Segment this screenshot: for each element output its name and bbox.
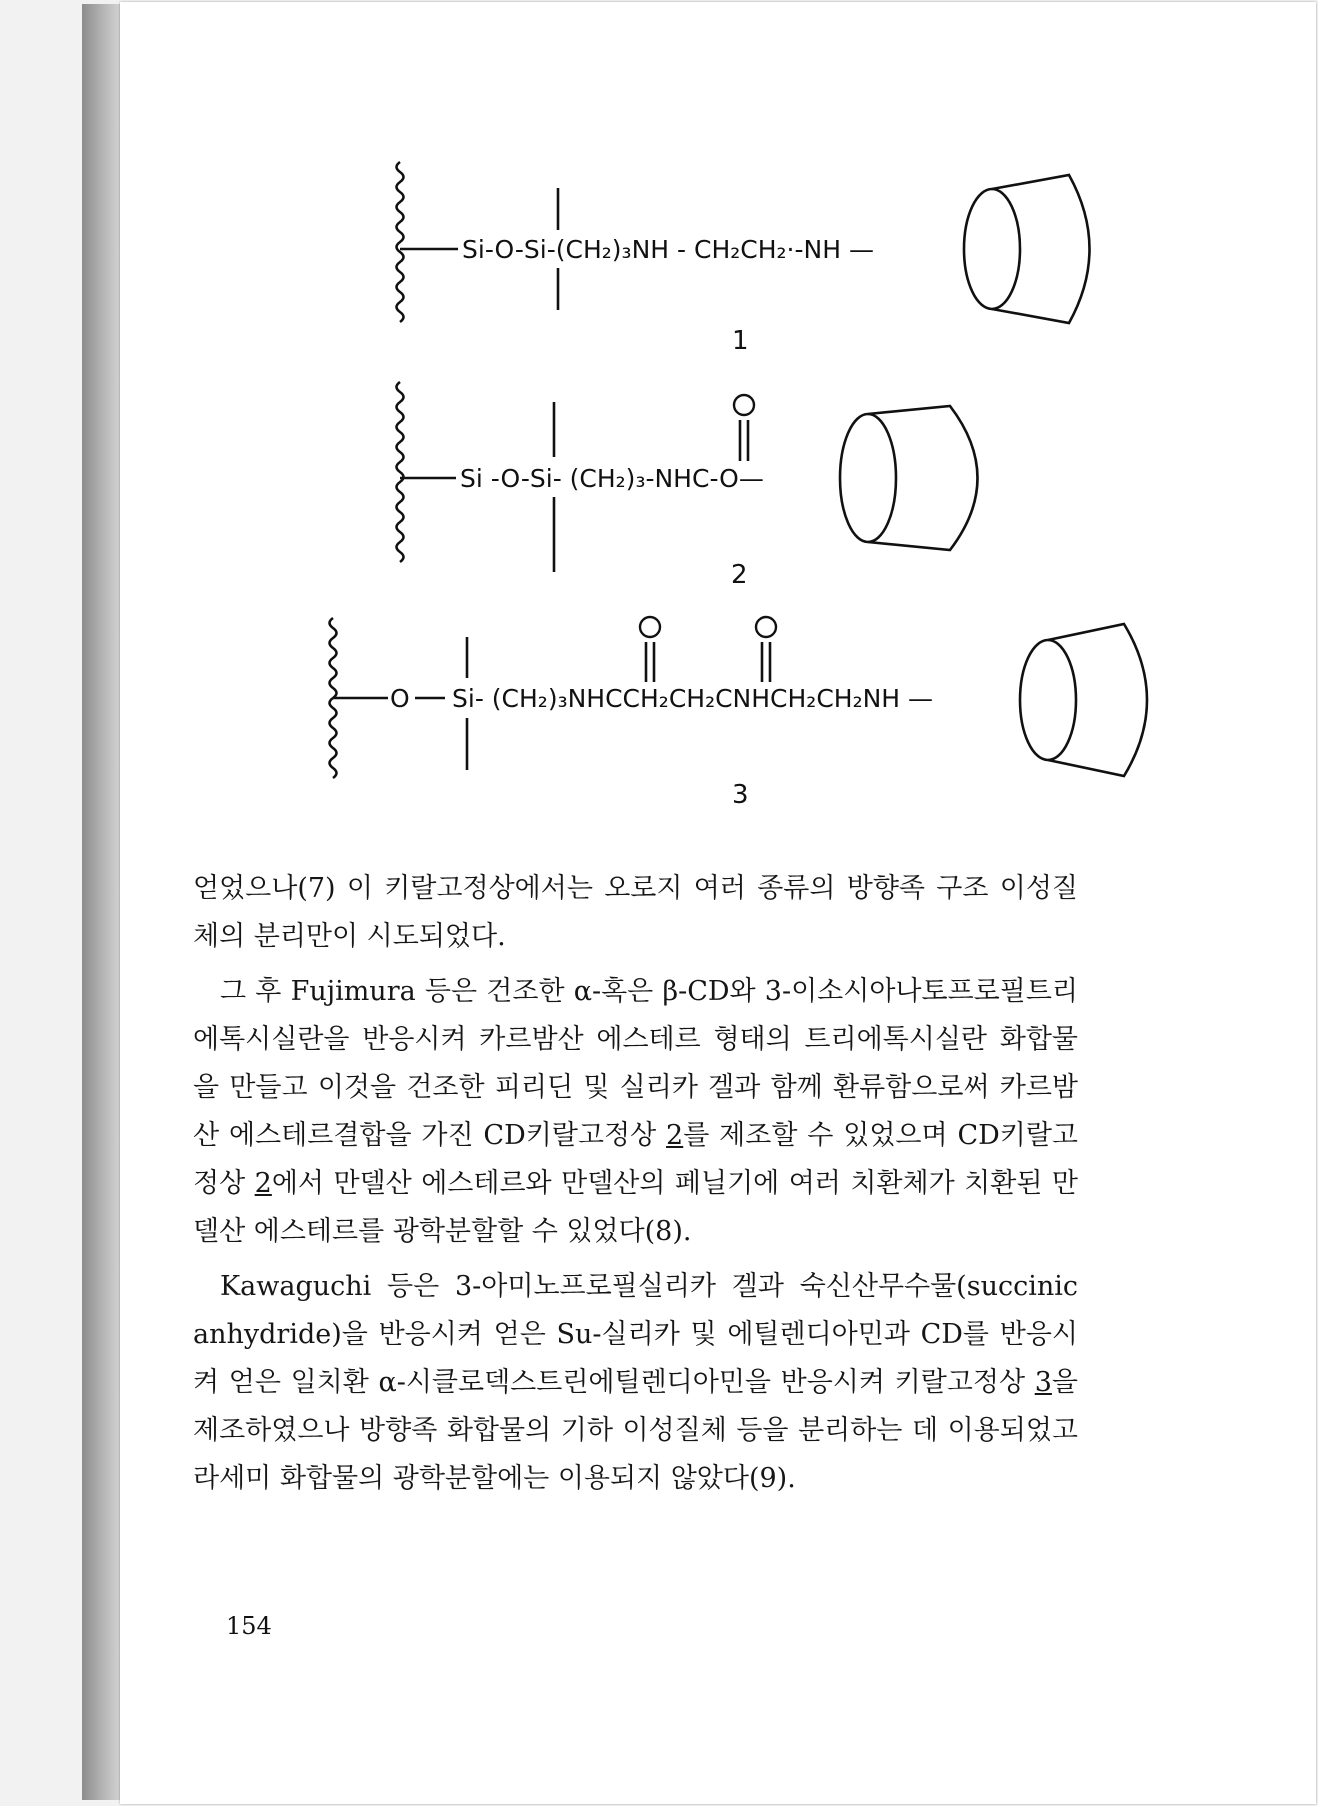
page-number: 154 <box>226 1612 272 1640</box>
structure-ref: 3 <box>1034 1367 1052 1398</box>
structure-2-label: 2 <box>731 560 748 590</box>
cyclodextrin-torus-icon-2 <box>840 406 978 550</box>
cyclodextrin-torus-icon-3 <box>1020 624 1147 776</box>
paragraph-2: 그 후 Fujimura 등은 건조한 α-혹은 β-CD와 3-이소시아나토프로필트리에톡시실란을 반응시켜 카르밤산 에스테르 형태의 트리에톡시실란 화합물을 만들고 이것을 건조한 피리딘 및 실리카 겔과 함께 환류함으로써 카르밤산 에스테르결합을 가진 CD키랄고정상 2를 제조할 수 있었으며 CD키랄고정상 2에서 만델산 에스테르와 만델산의 페닐기에 여러 치환체가 치환된 만델산 에스테르를 광학분할할 수 있었다(8). <box>193 976 1078 1247</box>
structure-1-chain: Si-O-Si-(CH₂)₃NH - CH₂CH₂·-NH — <box>462 235 874 264</box>
structure-2-chain: Si -O-Si- (CH₂)₃-NHC-O— <box>460 464 764 493</box>
chemical-structures-figure <box>0 0 1318 830</box>
carbonyl-oxygen-ring <box>756 617 776 637</box>
paragraph-1: 얻었으나(7) 이 키랄고정상에서는 오로지 여러 종류의 방향족 구조 이성질체의 분리만이 시도되었다. <box>193 873 1078 952</box>
carbonyl-oxygen-ring <box>734 395 754 415</box>
structure-ref: 2 <box>666 1120 684 1151</box>
carbonyl-oxygen-ring <box>640 617 660 637</box>
structure-ref: 2 <box>254 1168 272 1199</box>
silica-surface-wavy-line <box>397 382 404 562</box>
structure-3-chain: Si- (CH₂)₃NHCCH₂CH₂CNHCH₂CH₂NH — <box>452 684 934 713</box>
structure-1-label: 1 <box>732 326 749 356</box>
structure-3-label: 3 <box>732 780 749 810</box>
paragraph-3: Kawaguchi 등은 3-아미노프로필실리카 겔과 숙신산무수물(succinic anhydride)을 반응시켜 얻은 Su-실리카 및 에틸렌디아민과 CD를 반응시켜 얻은 일치환 α-시클로덱스트린에틸렌디아민을 반응시켜 키랄고정상 3을 제조하였으나 방향족 화합물의 기하 이성질체 등을 분리하는 데 이용되었고 라세미 화합물의 광학분할에는 이용되지 않았다(9). <box>193 1271 1078 1494</box>
structure-3-lead-oxygen: O <box>390 684 410 713</box>
body-text <box>193 865 1078 1510</box>
silica-surface-wavy-line <box>397 162 404 322</box>
cyclodextrin-torus-icon-1 <box>964 175 1090 323</box>
